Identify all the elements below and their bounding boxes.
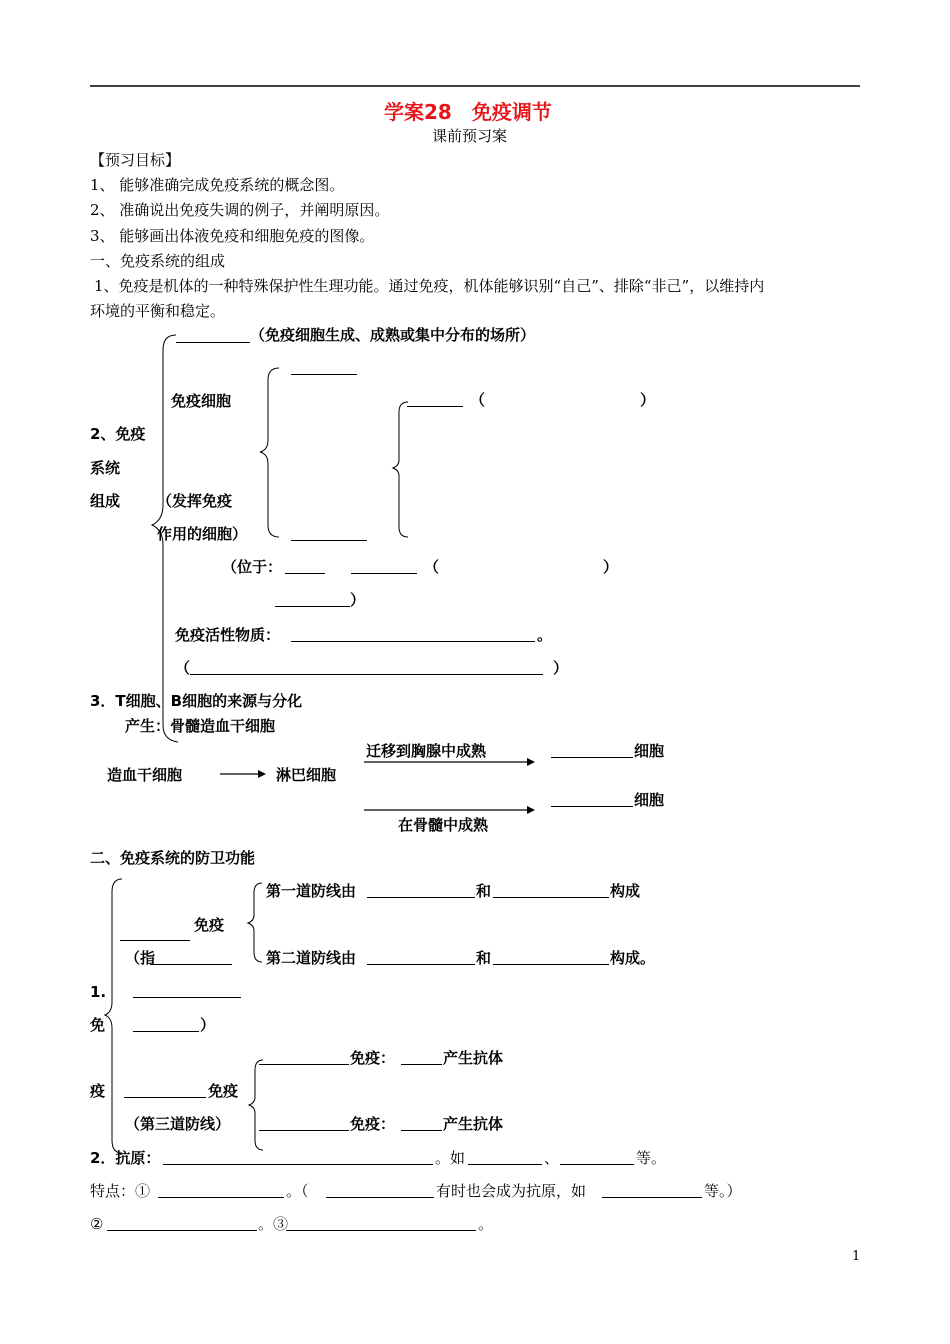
- blank-location-3[interactable]: [275, 606, 350, 607]
- lymphocyte-label: 淋巴细胞: [276, 766, 337, 784]
- composition-label-3: 组成: [90, 492, 121, 510]
- organ-note: （免疫细胞生成、成熟或集中分布的场所）: [250, 326, 536, 344]
- second-line-compose: 构成。: [610, 949, 656, 967]
- humoral-antibody: 产生抗体: [443, 1049, 504, 1067]
- antigen-comma: 、: [544, 1149, 560, 1167]
- blank-antigen-eg-2[interactable]: [560, 1164, 634, 1165]
- first-line-and: 和: [476, 882, 492, 900]
- nonspecific-immunity: 免疫: [194, 916, 225, 934]
- feature-mid: 。（: [286, 1182, 309, 1200]
- blank-refer-1[interactable]: [150, 964, 232, 965]
- blank-first-line-1[interactable]: [367, 897, 475, 898]
- feature-etc: 等。）: [704, 1182, 742, 1200]
- paren-close: ）: [640, 391, 656, 409]
- item1-char-mian: 免: [90, 1016, 106, 1034]
- feature-label: 特点：①: [90, 1182, 151, 1200]
- feature-period: 。: [478, 1215, 494, 1233]
- blank-immunity-type[interactable]: [120, 940, 190, 941]
- arrow-head-3: [527, 806, 535, 814]
- goal-item: 1、 能够准确完成免疫系统的概念图。: [90, 176, 345, 194]
- page-title: 学案28 免疫调节: [384, 100, 552, 124]
- blank-antigen-eg-1[interactable]: [468, 1164, 542, 1165]
- blank-second-line-2[interactable]: [493, 964, 609, 965]
- blank-location-2[interactable]: [351, 573, 417, 574]
- blank-cellular-cell[interactable]: [401, 1130, 442, 1131]
- goals-heading: 【预习目标】: [90, 151, 181, 169]
- blank-second-line-1[interactable]: [367, 964, 475, 965]
- arrow-head-1: [258, 770, 266, 778]
- blank-refer-2[interactable]: [133, 997, 241, 998]
- blank-t-cell[interactable]: [551, 757, 633, 758]
- blank-feature-1[interactable]: [158, 1197, 284, 1198]
- second-line-label: 第二道防线由: [266, 949, 357, 967]
- route-marrow: 在骨髓中成熟: [398, 816, 489, 834]
- blank-b-cell[interactable]: [551, 806, 633, 807]
- composition-label-2: 系统: [90, 459, 121, 477]
- cellular-immunity: 免疫：: [350, 1115, 396, 1133]
- blank-humoral-cell[interactable]: [401, 1064, 442, 1065]
- exert-label-2: 作用的细胞）: [157, 525, 248, 543]
- humoral-immunity: 免疫：: [350, 1049, 396, 1067]
- blank-active-examples[interactable]: [190, 674, 543, 675]
- paren-open: （: [470, 391, 486, 409]
- first-line-compose: 构成: [610, 882, 641, 900]
- located-close: ）: [350, 591, 366, 609]
- refer-label: （指: [125, 949, 156, 967]
- composition-label-1: 2、免疫: [90, 425, 146, 443]
- second-line-and: 和: [476, 949, 492, 967]
- blank-cell-type-1[interactable]: [291, 374, 357, 375]
- antigen-label: 2．抗原：: [90, 1149, 161, 1167]
- blank-cell-type-2[interactable]: [291, 540, 367, 541]
- refer-close: ）: [200, 1016, 216, 1034]
- item1-char-yi: 疫: [90, 1082, 106, 1100]
- blank-specific[interactable]: [124, 1097, 206, 1098]
- goal-item: 3、 能够画出体液免疫和细胞免疫的图像。: [90, 227, 375, 245]
- blank-humoral[interactable]: [259, 1064, 349, 1065]
- paren-open-3: （: [175, 659, 191, 677]
- goal-item: 2、 准确说出免疫失调的例子，并阐明原因。: [90, 201, 390, 219]
- blank-antigen-def[interactable]: [163, 1164, 433, 1165]
- blank-feature-eg[interactable]: [602, 1197, 702, 1198]
- first-line-label: 第一道防线由: [266, 882, 357, 900]
- immune-cell-brace: [260, 368, 279, 537]
- nonspecific-brace: [248, 883, 262, 962]
- page-subtitle: 课前预习案: [432, 127, 508, 145]
- blank-organ[interactable]: [176, 342, 250, 343]
- arrow-head-2: [527, 758, 535, 766]
- specific-brace: [249, 1060, 263, 1150]
- blank-feature-3[interactable]: [286, 1230, 476, 1231]
- active-substance-period: 。: [537, 626, 553, 644]
- feature-circle3: 。③: [258, 1215, 289, 1233]
- section1-paragraph-cont: 环境的平衡和稳定。: [90, 302, 226, 320]
- blank-feature-self[interactable]: [326, 1197, 434, 1198]
- active-substance-label: 免疫活性物质：: [175, 626, 281, 644]
- lymphocyte-brace: [393, 402, 408, 537]
- blank-cellular[interactable]: [259, 1130, 349, 1131]
- blank-feature-2[interactable]: [107, 1230, 257, 1231]
- paren-close-2: ）: [603, 558, 619, 576]
- blank-active-substance[interactable]: [291, 641, 535, 642]
- specific-immunity: 免疫: [208, 1082, 239, 1100]
- t-cell-suffix: 细胞: [634, 742, 665, 760]
- page-number: 1: [852, 1249, 861, 1264]
- located-label: （位于：: [222, 558, 283, 576]
- tb-cell-origin: 产生：骨髓造血干细胞: [125, 717, 276, 735]
- section2-heading: 二、免疫系统的防卫功能: [90, 849, 256, 867]
- section1-paragraph: 1、免疫是机体的一种特殊保护性生理功能。通过免疫，机体能够识别“自己”、排除“非己”，以维持内: [94, 277, 765, 295]
- paren-open-2: （: [424, 558, 440, 576]
- antigen-eg: 。如: [435, 1149, 466, 1167]
- paren-close-3: ）: [553, 659, 569, 677]
- blank-first-line-2[interactable]: [493, 897, 609, 898]
- exert-label-1: （发挥免疫: [157, 492, 233, 510]
- feature-sometimes: 有时也会成为抗原，如: [436, 1182, 587, 1200]
- cellular-antibody: 产生抗体: [443, 1115, 504, 1133]
- defense-brace: [105, 879, 122, 1153]
- feature-circle2: ②: [90, 1215, 104, 1233]
- blank-lymphocyte-1[interactable]: [407, 406, 463, 407]
- item1-number: 1.: [90, 983, 107, 1001]
- immune-cells-label: 免疫细胞: [171, 392, 232, 410]
- route-thymus: 迁移到胸腺中成熟: [366, 742, 487, 760]
- stem-cell-label: 造血干细胞: [107, 766, 183, 784]
- section1-heading: 一、免疫系统的组成: [90, 252, 226, 270]
- blank-location-1[interactable]: [285, 573, 325, 574]
- antigen-etc: 等。: [636, 1149, 667, 1167]
- blank-refer-3[interactable]: [133, 1031, 199, 1032]
- b-cell-suffix: 细胞: [634, 791, 665, 809]
- third-line-label: （第三道防线）: [125, 1115, 231, 1133]
- tb-cell-heading: 3．T细胞、B细胞的来源与分化: [90, 692, 303, 710]
